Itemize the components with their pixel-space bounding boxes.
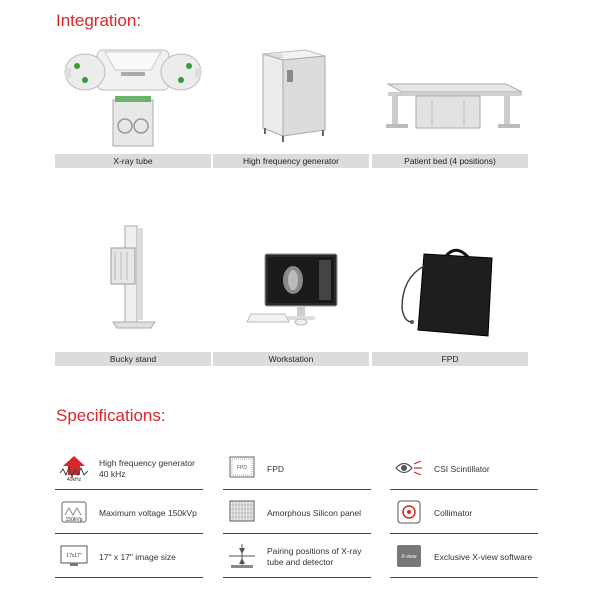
xray-tube-image <box>55 40 211 152</box>
image-size-icon <box>59 543 89 569</box>
patient-bed-image <box>372 40 528 152</box>
spec-label: Collimator <box>434 507 473 518</box>
high-frequency-icon <box>59 455 89 481</box>
spec-fpd <box>223 450 371 490</box>
bucky-stand-image <box>55 218 211 350</box>
spec-label: Amorphous Silicon panel <box>267 507 362 518</box>
caption-patient-bed: Patient bed (4 positions) <box>372 154 528 168</box>
high-frequency-icon-text: 40kHz <box>66 477 82 481</box>
caption-bucky-stand: Bucky stand <box>55 352 211 366</box>
specifications-title: Specifications: <box>56 406 166 425</box>
spec-xview-software <box>390 538 538 578</box>
fpd-image <box>372 218 528 350</box>
spec-csi-scintillator <box>390 450 538 490</box>
collimator-icon <box>394 499 424 525</box>
fpd-icon <box>227 455 257 481</box>
spec-collimator <box>390 494 538 534</box>
voltage-icon <box>59 499 89 525</box>
pairing-icon <box>227 543 257 569</box>
spec-label: CSI Scintillator <box>434 463 490 474</box>
panel-icon <box>227 499 257 525</box>
spec-label: High frequency generator 40 kHz <box>99 458 195 479</box>
spec-label: 17" x 17" image size <box>99 551 176 562</box>
spec-image-size <box>55 538 203 578</box>
integration-title: Integration: <box>56 11 142 30</box>
image-size-icon-text: 17x17" <box>66 553 82 559</box>
voltage-icon-text: 150kVp <box>65 517 83 523</box>
caption-fpd: FPD <box>372 352 528 366</box>
fpd-icon-text: FPD <box>237 465 247 471</box>
caption-xray-tube: X-ray tube <box>55 154 211 168</box>
caption-workstation: Workstation <box>213 352 369 366</box>
spec-label: Exclusive X-view software <box>434 551 533 562</box>
spec-amorphous-silicon <box>223 494 371 534</box>
spec-high-frequency <box>55 450 203 490</box>
spec-label: Maximum voltage 150kVp <box>99 507 197 518</box>
caption-generator: High frequency generator <box>213 154 369 168</box>
generator-image <box>213 40 369 152</box>
spec-label: FPD <box>267 463 284 474</box>
spec-label: Pairing positions of X-ray tube and detector <box>267 546 362 567</box>
scintillator-icon <box>394 455 424 481</box>
spec-max-voltage <box>55 494 203 534</box>
spec-pairing-positions <box>223 538 371 578</box>
xview-icon-text: X-view <box>401 554 417 560</box>
workstation-image <box>213 218 369 350</box>
xview-icon <box>394 543 424 569</box>
